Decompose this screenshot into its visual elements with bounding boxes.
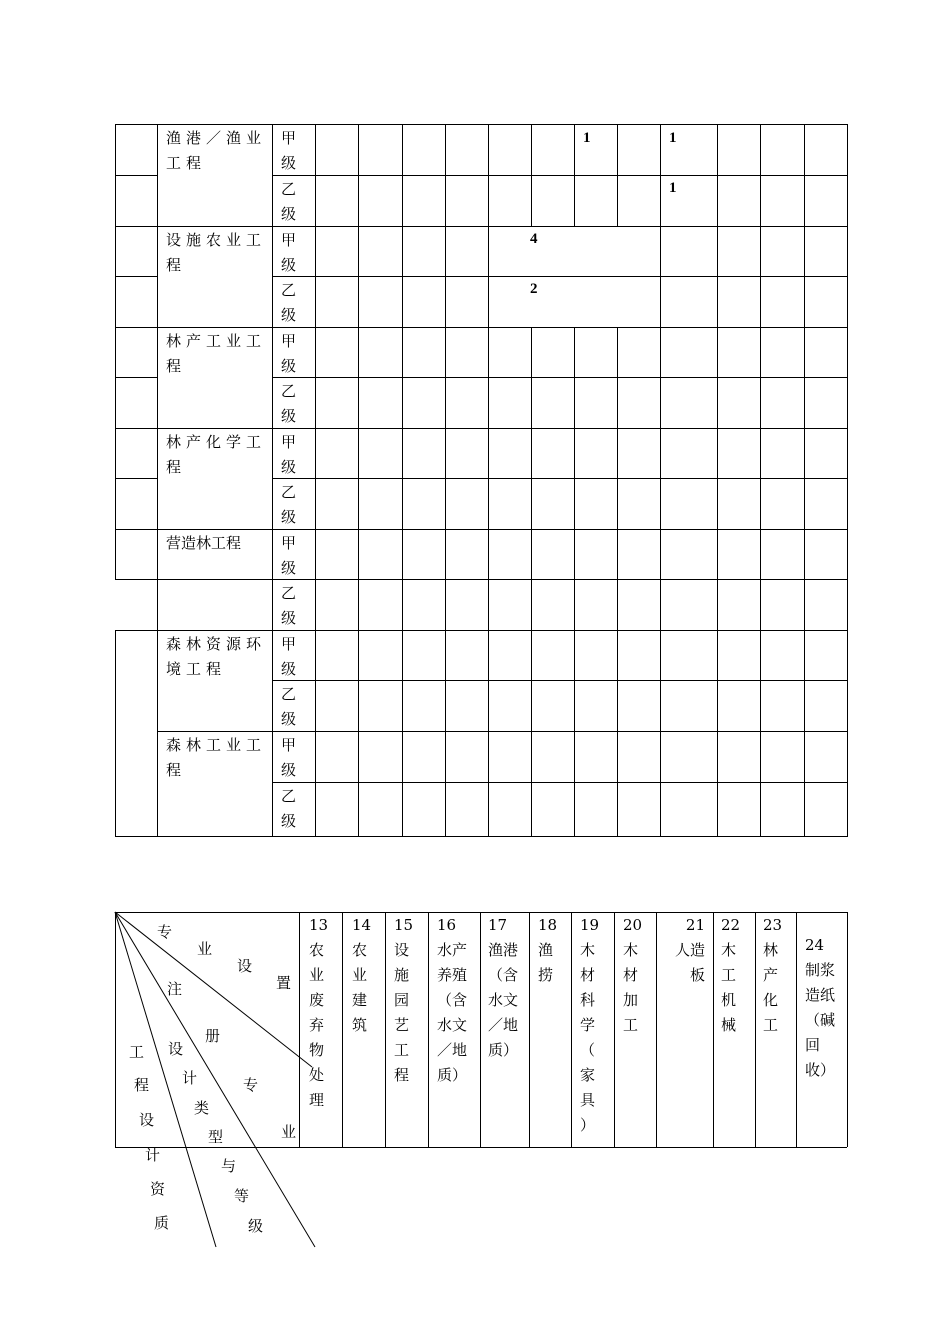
column-header: 19 木 材 科 学 （ 家 具 ） — [580, 916, 600, 1134]
column-header: 18 渔 捞 — [538, 916, 558, 984]
diagonal-label: 计 — [182, 1069, 198, 1087]
column-header: 16 水产 养殖 （含 水文 ／地 质） — [437, 916, 468, 1084]
column-header: 13 农 业 废 弃 物 处 理 — [309, 916, 329, 1109]
grade-label: 乙级 — [281, 483, 297, 526]
column-header: 15 设 施 园 艺 工 程 — [394, 916, 414, 1084]
project-name: 林产工业工程 — [166, 332, 267, 375]
grade-label: 甲级 — [281, 534, 297, 577]
diagonal-label: 类 — [194, 1099, 210, 1117]
column-header: 14 农 业 建 筑 — [352, 916, 372, 1034]
grade-label: 乙级 — [281, 787, 297, 830]
cell-value: 1 — [583, 130, 591, 146]
column-header: 21 人造 板 — [674, 916, 705, 984]
column-header: 23 林 产 化 工 — [763, 916, 783, 1034]
grade-label: 乙级 — [281, 281, 297, 324]
cell-value: 4 — [530, 231, 538, 247]
grade-label: 甲级 — [281, 332, 297, 375]
diagonal-label: 工 — [129, 1043, 145, 1061]
grade-label: 甲级 — [281, 231, 297, 274]
cell-value: 1 — [669, 130, 677, 146]
diagonal-label: 与 — [221, 1157, 237, 1175]
diagonal-label: 专 — [157, 923, 173, 941]
project-name: 森林工业工程 — [166, 736, 267, 779]
diagonal-label: 置 — [276, 974, 292, 992]
diagonal-label: 程 — [134, 1076, 150, 1094]
diagonal-label: 设 — [168, 1040, 184, 1058]
project-name: 渔港／渔业工程 — [166, 129, 267, 172]
grade-label: 乙级 — [281, 382, 297, 425]
diagonal-label: 等 — [234, 1187, 250, 1205]
diagonal-label: 级 — [248, 1217, 264, 1235]
project-name: 设施农业工程 — [166, 231, 267, 274]
diagonal-label: 业 — [197, 940, 213, 958]
diagonal-label: 专 — [243, 1076, 259, 1094]
project-name: 森林资源环境工程 — [166, 635, 267, 678]
grade-label: 甲级 — [281, 433, 297, 476]
column-header: 17 渔港 （含 水文 ／地 质） — [488, 916, 519, 1059]
cell-value: 2 — [530, 281, 538, 297]
column-header: 20 木 材 加 工 — [623, 916, 643, 1034]
diagonal-label: 计 — [145, 1146, 161, 1164]
grade-label: 甲级 — [281, 129, 297, 172]
diagonal-label: 设 — [237, 957, 253, 975]
cell-value: 1 — [669, 180, 677, 196]
diagonal-label: 型 — [208, 1128, 224, 1146]
grade-label: 乙级 — [281, 584, 297, 627]
grade-label: 乙级 — [281, 685, 297, 728]
grade-label: 乙级 — [281, 180, 297, 223]
project-name: 林产化学工程 — [166, 433, 267, 476]
diagonal-label: 注 — [167, 980, 183, 998]
column-header: 24 制浆 造纸 （碱 回 收） — [805, 936, 836, 1079]
project-name: 营造林工程 — [166, 534, 242, 552]
column-header: 22 木 工 机 械 — [721, 916, 741, 1034]
diagonal-label: 质 — [154, 1214, 170, 1232]
diagonal-label: 业 — [281, 1123, 297, 1141]
grade-label: 甲级 — [281, 635, 297, 678]
diagonal-label: 资 — [150, 1180, 166, 1198]
diagonal-label: 册 — [205, 1027, 221, 1045]
diagonal-label: 设 — [139, 1111, 155, 1129]
grade-label: 甲级 — [281, 736, 297, 779]
